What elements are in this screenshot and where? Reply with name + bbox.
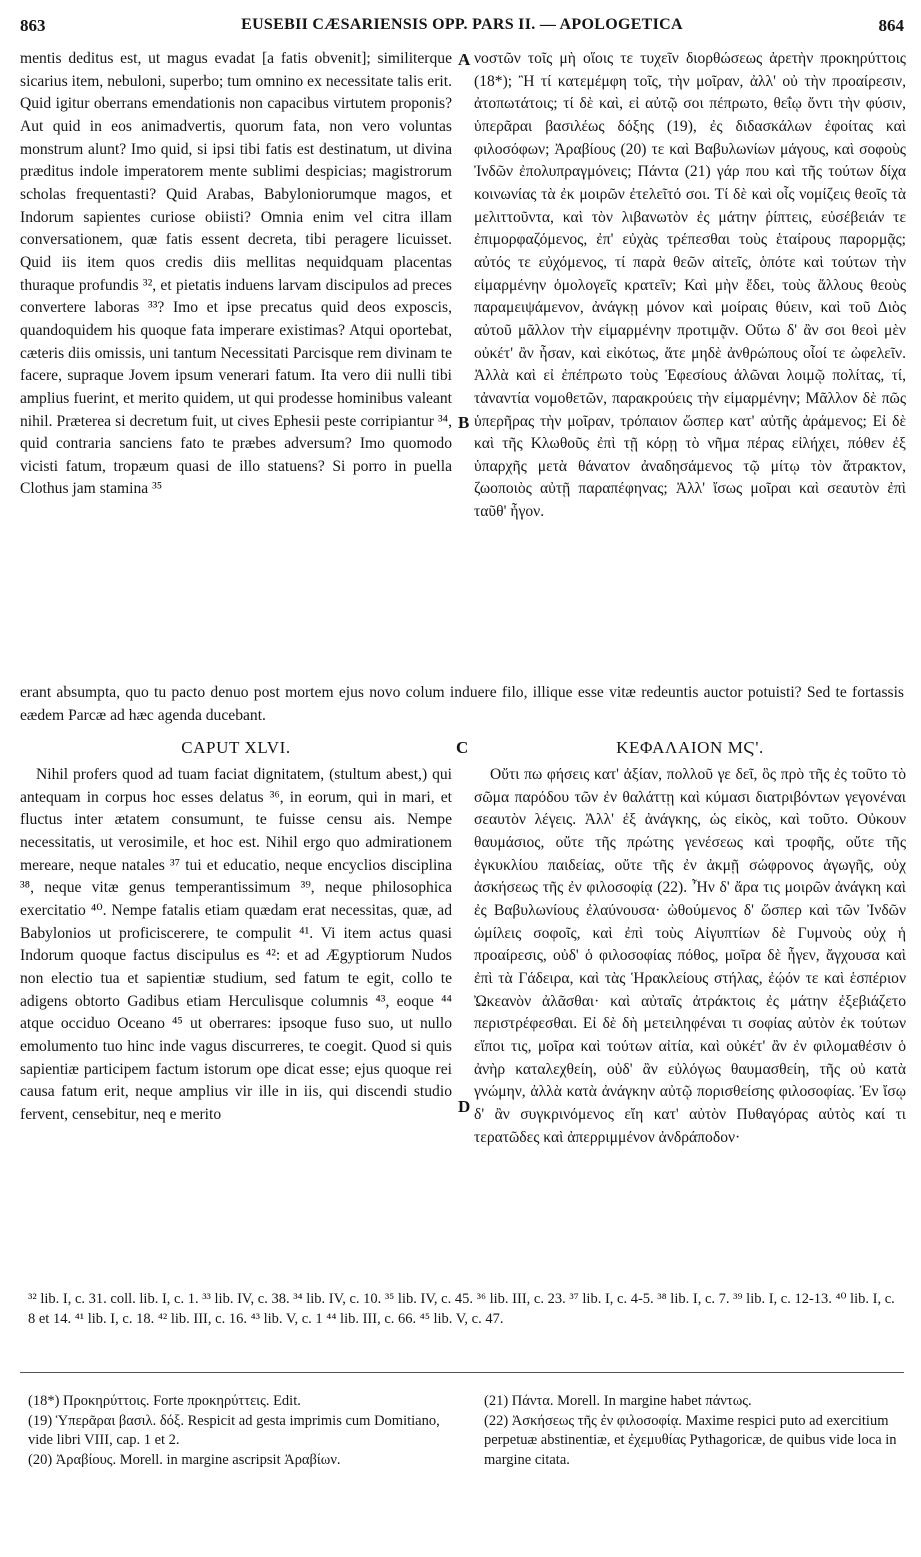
greek-column-bottom bbox=[474, 764, 906, 1274]
latin-bridge-line bbox=[20, 682, 904, 727]
chapter-heading-greek: ΚΕΦΑΛΑΙΟΝ ΜϚ'. bbox=[616, 738, 764, 757]
running-title: EUSEBII CÆSARIENSIS OPP. PARS II. — APOLOGETICA bbox=[241, 16, 683, 33]
latin-text-bottom: Nihil profers quod ad tuam faciat dignitatem, (stultum abest,) qui antequam in corpus hoc esses delatus ³⁶, in eorum, qui in mari, et fluctus inter ætatem consumunt, te fuisse censu ais. Nempe necessitatis, ut verosimile, et hoc est. Nihil ergo quo admirationem mereare, neque natales ³⁷ tui et educatio, neque encyclios disciplina ³⁸, neque vitæ genus temperantissimum ³⁹, neque philosophica exercitatio ⁴⁰. Nempe fatalis etiam quædam erat necessitas, quæ, ad Babylonios ut proficiscerere, te compulit ⁴¹. Vi item actus quasi Indorum quoque factus discipulus es ⁴²: et ad Ægyptiorum Nudos non electio tua et sapientiæ studium, sed fatum te egit, collo te adigens obtorto Gadibus etiam Herculisque columnis ⁴³, eoque ⁴⁴ atque occiduo Oceano ⁴⁵ ut oberrares: ipsoque fuso suo, ut nullo emolumento tuo hinc inde vagus discurreres, te coegit. Quod si quis sapientiæ participem factum istorum ope dicat esse; ejus quoque rei causa fatum erit, neque amplius vir ille in iis, qui discendi studio fervent, censebitur, neq e merito bbox=[20, 766, 452, 1123]
editor-notes-right bbox=[484, 1392, 904, 1470]
editor-note: (20) Ἀραβίους. Morell. in margine ascripsit Ἀραβίων. bbox=[28, 1451, 341, 1468]
page-number-right: 864 bbox=[878, 16, 904, 35]
margin-letter-d: D bbox=[458, 1097, 471, 1116]
running-head bbox=[20, 14, 904, 40]
latin-bridge-text: erant absumpta, quo tu pacto denuo post mortem ejus novo colum induere filo, illique esse vitæ redeuntis auctor potuisti? Sed te fortassis eædem Parcæ ad hæc agenda ducebant. bbox=[20, 684, 904, 724]
notes-divider bbox=[20, 1372, 904, 1373]
footnote-references bbox=[28, 1289, 904, 1329]
editor-note: (22) Ἀσκήσεως τῆς ἐν φιλοσοφίᾳ. Maxime respici puto ad exercitium perpetuæ abstinentiæ, et ἐχεμυθίας Pythagoricæ, de quibus vide loca in margine citata. bbox=[484, 1412, 897, 1468]
editor-note: (18*) Προκηρύττοις. Forte προκηρύττεις. Edit. bbox=[28, 1393, 301, 1409]
latin-column-top bbox=[20, 48, 452, 682]
margin-letter-a: A bbox=[458, 50, 471, 69]
latin-text-top: mentis deditus est, ut magus evadat [a fatis obvenit]; similiterque sicarius item, nebuloni, superbo; tum omnino ex necessitate talis erit. Quid igitur oberrans emendationis non capacibus virtutem proponis? Aut quid in eos animadvertis, quorum fata, non vero voluntas monstrum alunt? Imo quid, si ipsi tibi fatis est destinatum, ut divina præditus indole imperatorem mente sublimi despicias; magistrorum scholas frequentasti? Quid Arabas, Babyloniorumque magos, et Indorum sapientes curiose obiisti? Omnia enim vel citra illam conversationem, quæ fatis essent decreta, tibi peragere licuisset. Quid iis item quos credis diis mellitas nequidquam placentas thuraque profundis ³², et pietatis induens larvam discipulos ad preces convertere laboras ³³? Imo et ipse precatus quid deos exposcis, quandoquidem his quoque fata imperare existimas? Atqui oportebat, cæteris diis omissis, uni tantum Necessitati Parcisque rem divinam te facere, supraque Jovem ipsum venerari fatum. Ita vero dii nulli tibi amplius fuerint, et merito quidem, ut qui prodesse hominibus valeant nihil. Præterea si decretum fuit, ut cives Ephesii peste corripiantur ³⁴, quid contraria sanciens fato te præbes adversum? Imo quomodo vicisti fatum, tropæum quasi de illo statuens? Si porro in puella Clothus jam stamina ³⁵ bbox=[20, 50, 452, 498]
editor-notes-left bbox=[28, 1392, 452, 1470]
greek-text-top: νοστῶν τοῖς μὴ οἵοις τε τυχεῖν διορθώσεως ἀρετὴν προκηρύττοις (18*); Ἢ τί κατεμέμφη τοῖς, τὴν μοῖραν, ἀλλ' οὐ τὴν προαίρεσιν, ἀτοπωτάτοις; τί δὲ καὶ, εἰ αὐτῷ σοι πέπρωτο, θεΐῳ ὄντι τὴν φύσιν, ὑπερᾶραι βασιλέως δόξης (19), ἐς διδασκάλων ἐφοίτας καὶ φιλοσόφων; Ἀραβίους (20) τε καὶ Βαβυλωνίων μάγους, καὶ σοφοὺς Ἰνδῶν ἐπολυπραγμόνεις; Πάντα (21) γάρ που καὶ τῆς τούτων δίχα κοινωνίας τὰ ἐκ μοιρῶν ἐτελεῖτό σοι. Τί δὲ καὶ οἷς νομίζεις θεοῖς τὰ μελιττοῦντα, καὶ τὸν λιβανωτὸν ἐς μάτην ῥίπτεις, εὐσέβειάν τε ἐπιμορφαζόμενος, ἐπ' εὐχὰς τρέπεσθαι τοὺς ἑταίρους παρορμᾷς; αὐτός τε εὐχόμενος, τί παρὰ θεῶν αἰτεῖς, ὁπότε καὶ τούτων τὴν εἱμαρμένην ὁμολογεῖς κρατεῖν; Καὶ μὴν ἔδει, τοὺς ἄλλους θεοὺς παραμειψάμενον, ἀνάγκῃ μόνον καὶ μοίραις θύειν, καὶ τοῦ Διὸς αὐτοῦ μᾶλλον τὴν εἱμαρμένην προτιμᾷν. Οὕτω δ' ἂν σοι θεοὶ μὲν οὐκέτ' ἂν ἦσαν, καὶ εἰκότως, ἅτε μηδὲ ἀνθρώπους οἷοί τε ὠφελεῖν. Ἀλλὰ καὶ εἰ ἐπέπρωτο τοὺς Ἐφεσίους ἁλῶναι λοιμῷ πολίτας, τί, τἀναντία νομοθετῶν, παρακρούεις τὴν εἱμαρμένην; Μᾶλλον δὲ πῶς ὑπερῆρας τὴν μοῖραν, τρόπαιον ὥσπερ κατ' αὐτῆς ἀράμενος; Εἰ δὲ καὶ τῆς Κλωθοῦς ἐπὶ τῇ κόρῃ τὸ νῆμα πέρας εἰλήχει, πόθεν ἐξ ὑπαρχῆς μετὰ θάνατον ἀναδησάμενος τῷ μίτῳ τὸν ἄτρακτον, ζωοποιὸς αὐτῇ παραπέφηνας; Ἀλλ' ἴσως μοῖραι καὶ σεαυτὸν ἐπὶ ταῦθ' ἦγον. bbox=[474, 50, 906, 521]
greek-text-bottom: Οὔτι πω φήσεις κατ' ἀξίαν, πολλοῦ γε δεῖ, ὃς πρὸ τῆς ἐς τοῦτο τὸ σῶμα παρόδου τῶν ἐν θαλάττῃ καὶ κύμασι διατριβόντων γεγονέναι σεαυτὸν λέγεις. Ἀλλ' ἐξ ἀνάγκης, ὡς εἰκὸς, καὶ τοῦτο. Οὐκουν θαυμάσιος, οὔτε τῆς πρώτης γενέσεως καὶ τροφῆς, οὔτε τῆς ἐγκυκλίου παιδείας, οὔτε τῆς ἐν ἀκμῇ σώφρονος ἀγωγῆς, οὐχ ἀσκήσεως τῆς ἐν φιλοσοφίᾳ (22). Ἦν δ' ἄρα τις μοιρῶν ἀνάγκη καὶ ἐς Βαβυλωνίους ἐλαύνουσα· ὠθούμενος δ' ὥσπερ καὶ τῶν Ἰνδῶν ὡμίλεις σοφοῖς, καὶ ἐπὶ τοὺς Αἰγυπτίων δὲ Γυμνοὺς οὐχ ἡ προαίρεσις, οὐδ' ὁ φιλοσοφίας πόθος, μοῖρα δὲ ἦγεν, ἄγχουσα καὶ ἐπὶ τὰ Γάδειρα, καὶ τὰς Ἡρακλείους στήλας, ἐῴόν τε καὶ ἑσπέριον Ὠκεανὸν ἀλᾶσθαι· καὶ αὐταῖς ἀτράκτοις ἐς μάτην ἐξεβιάζετο περιστρέφεσθαι. Εἰ δὲ δὴ μετειληφέναι τι σοφίας αὐτὸν ἐκ τούτων εἴποι τις, μοῖρα καὶ τούτων αἰτία, καὶ οὐκέτ' ἂν ἐν φιλομαθέσιν ὁ ἀνὴρ καταλεχθείη, οὐδ' ἂν εὐλόγως θαυμασθείη, τῆς οὐ κατὰ γνώμην, ἀλλὰ κατὰ ἀνάγκην αὐτῷ πορισθείσης φιλοσοφίας. Ἐν ἴσῳ δ' ἂν συγκρινόμενος εἴη κατ' αὐτὸν Πυθαγόρας αὐτὸς καί τι τερατῶδες καὶ ἀπερριμμένον ἀνδράποδον· bbox=[474, 766, 906, 1146]
margin-letter-b: B bbox=[458, 413, 470, 432]
footnote-line: ³² lib. I, c. 31. coll. lib. I, c. 1. ³³ lib. IV, c. 38. ³⁴ lib. IV, c. 10. ³⁵ lib. IV, c. 45. ³⁶ lib. III, c. 23. ³⁷ lib. I, c. 4-5. ³⁸ lib. I, c. 7. ³⁹ lib. I, c. 12-13. ⁴⁰ lib. I, c. 8 et 14. ⁴¹ lib. I, c. 18. ⁴² lib. III, c. 16. ⁴³ lib. V, c. 1 ⁴⁴ lib. III, c. 66. ⁴⁵ lib. V, c. 47. bbox=[28, 1291, 895, 1327]
chapter-heading-latin: CAPUT XLVI. bbox=[181, 738, 291, 757]
latin-column-bottom bbox=[20, 764, 452, 1274]
page-number-left: 863 bbox=[20, 16, 46, 35]
margin-letter-c: C bbox=[456, 738, 469, 757]
greek-column-top bbox=[474, 48, 906, 682]
editor-note: (19) Ὑπερᾶραι βασιλ. δόξ. Respicit ad gesta imprimis cum Domitiano, vide libri VIII, cap. 1 et 2. bbox=[28, 1412, 440, 1448]
editor-note: (21) Πάντα. Morell. In margine habet πάντως. bbox=[484, 1393, 752, 1409]
